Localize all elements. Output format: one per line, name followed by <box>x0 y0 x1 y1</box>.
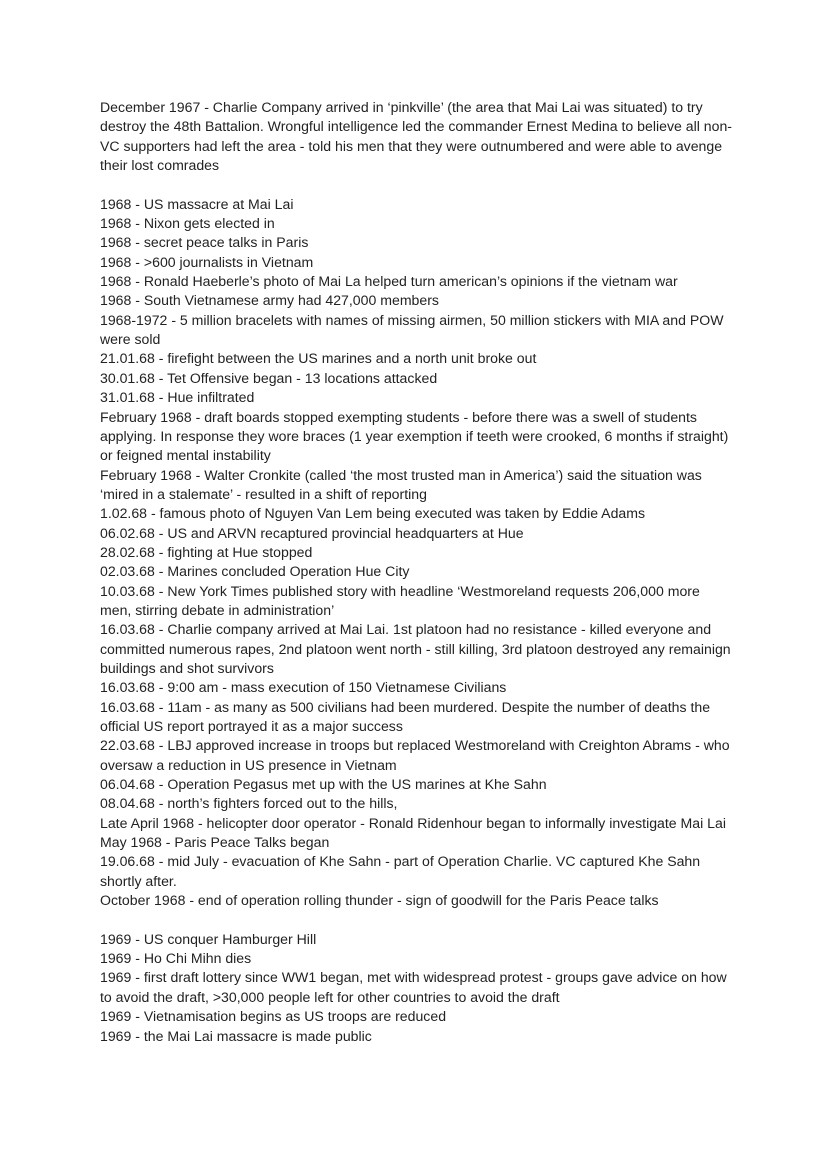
timeline-entry: February 1968 - Walter Cronkite (called ‘the most trusted man in America’) said the situation was ‘mired in a stalemate’ - resulted in a shift of reporting <box>100 466 702 502</box>
timeline-entry: 02.03.68 - Marines concluded Operation Hue City <box>100 563 410 580</box>
timeline-entry: 1968 - US massacre at Mai Lai <box>100 195 294 212</box>
timeline-entry: 1968 - South Vietnamese army had 427,000 members <box>100 292 439 309</box>
timeline-entry: 16.03.68 - Charlie company arrived at Mai Lai. 1st platoon had no resistance - killed everyone and committed numerous rapes, 2nd platoon went north - still killing, 3rd platoon destroyed any remainign buildings and shot survivors <box>100 621 731 676</box>
timeline-entry: 1.02.68 - famous photo of Nguyen Van Lem being executed was taken by Eddie Adams <box>100 505 646 522</box>
timeline-entry: December 1967 - Charlie Company arrived in ‘pinkville’ (the area that Mai Lai was situated) to try destroy the 48th Battalion. Wrongful intelligence led the commander Ernest Medina to believe all non-VC supporters had left the area - told his men that they were outnumbered and were able to avenge their lost comrades <box>100 99 732 174</box>
timeline-entry: 31.01.68 - Hue infiltrated <box>100 389 255 406</box>
timeline-entry: 10.03.68 - New York Times published story with headline ‘Westmoreland requests 206,000 more men, stirring debate in administration’ <box>100 582 700 618</box>
timeline-entry: 08.04.68 - north’s fighters forced out to the hills, <box>100 795 398 812</box>
timeline-entry: 1968 - Ronald Haeberle’s photo of Mai La helped turn american’s opinions if the vietnam war <box>100 273 678 290</box>
timeline-entry: 1968 - secret peace talks in Paris <box>100 234 309 251</box>
timeline-entry: 21.01.68 - firefight between the US marines and a north unit broke out <box>100 350 537 367</box>
timeline-entry: 1969 - first draft lottery since WW1 began, met with widespread protest - groups gave advice on how to avoid the draft, >30,000 people left for other countries to avoid the draft <box>100 969 727 1005</box>
timeline-entry: 1968 - >600 journalists in Vietnam <box>100 253 314 270</box>
timeline-entry: 16.03.68 - 11am - as many as 500 civilians had been murdered. Despite the number of deaths the official US report portrayed it as a major success <box>100 698 711 734</box>
paragraph-gap <box>100 910 732 929</box>
timeline-entry: 06.02.68 - US and ARVN recaptured provincial headquarters at Hue <box>100 524 524 541</box>
timeline-entry: Late April 1968 - helicopter door operator - Ronald Ridenhour began to informally investigate Mai Lai <box>100 814 726 831</box>
timeline-entry: 1969 - US conquer Hamburger Hill <box>100 930 317 947</box>
timeline-entry: 1968-1972 - 5 million bracelets with names of missing airmen, 50 million stickers with MIA and POW were sold <box>100 311 724 348</box>
timeline-entry: 1969 - the Mai Lai massacre is made public <box>100 1027 372 1044</box>
timeline-entry: 22.03.68 - LBJ approved increase in troops but replaced Westmoreland with Creighton Abrams - who oversaw a reduction in US presence in Vietnam <box>100 737 730 773</box>
timeline-entry: 1969 - Ho Chi Mihn dies <box>100 950 252 967</box>
timeline-entry: 19.06.68 - mid July - evacuation of Khe Sahn - part of Operation Charlie. VC captured Khe Sahn shortly after. <box>100 853 701 889</box>
paragraph-gap <box>100 175 732 194</box>
timeline-entry: 1968 - Nixon gets elected in <box>100 215 275 232</box>
timeline-entry: October 1968 - end of operation rolling thunder - sign of goodwill for the Paris Peace talks <box>100 892 659 909</box>
timeline-entry: May 1968 - Paris Peace Talks began <box>100 834 330 851</box>
timeline-entry: 16.03.68 - 9:00 am - mass execution of 150 Vietnamese Civilians <box>100 679 507 696</box>
document-page <box>100 98 732 1046</box>
timeline-entry: 30.01.68 - Tet Offensive began - 13 locations attacked <box>100 369 438 386</box>
timeline-entry: 1969 - Vietnamisation begins as US troops are reduced <box>100 1008 447 1025</box>
timeline-entry: February 1968 - draft boards stopped exempting students - before there was a swell of students applying. In response they wore braces (1 year exemption if teeth were crooked, 6 months if straight) or feigned mental instability <box>100 408 729 464</box>
timeline-entry: 28.02.68 - fighting at Hue stopped <box>100 543 313 560</box>
timeline-entry: 06.04.68 - Operation Pegasus met up with the US marines at Khe Sahn <box>100 776 547 793</box>
